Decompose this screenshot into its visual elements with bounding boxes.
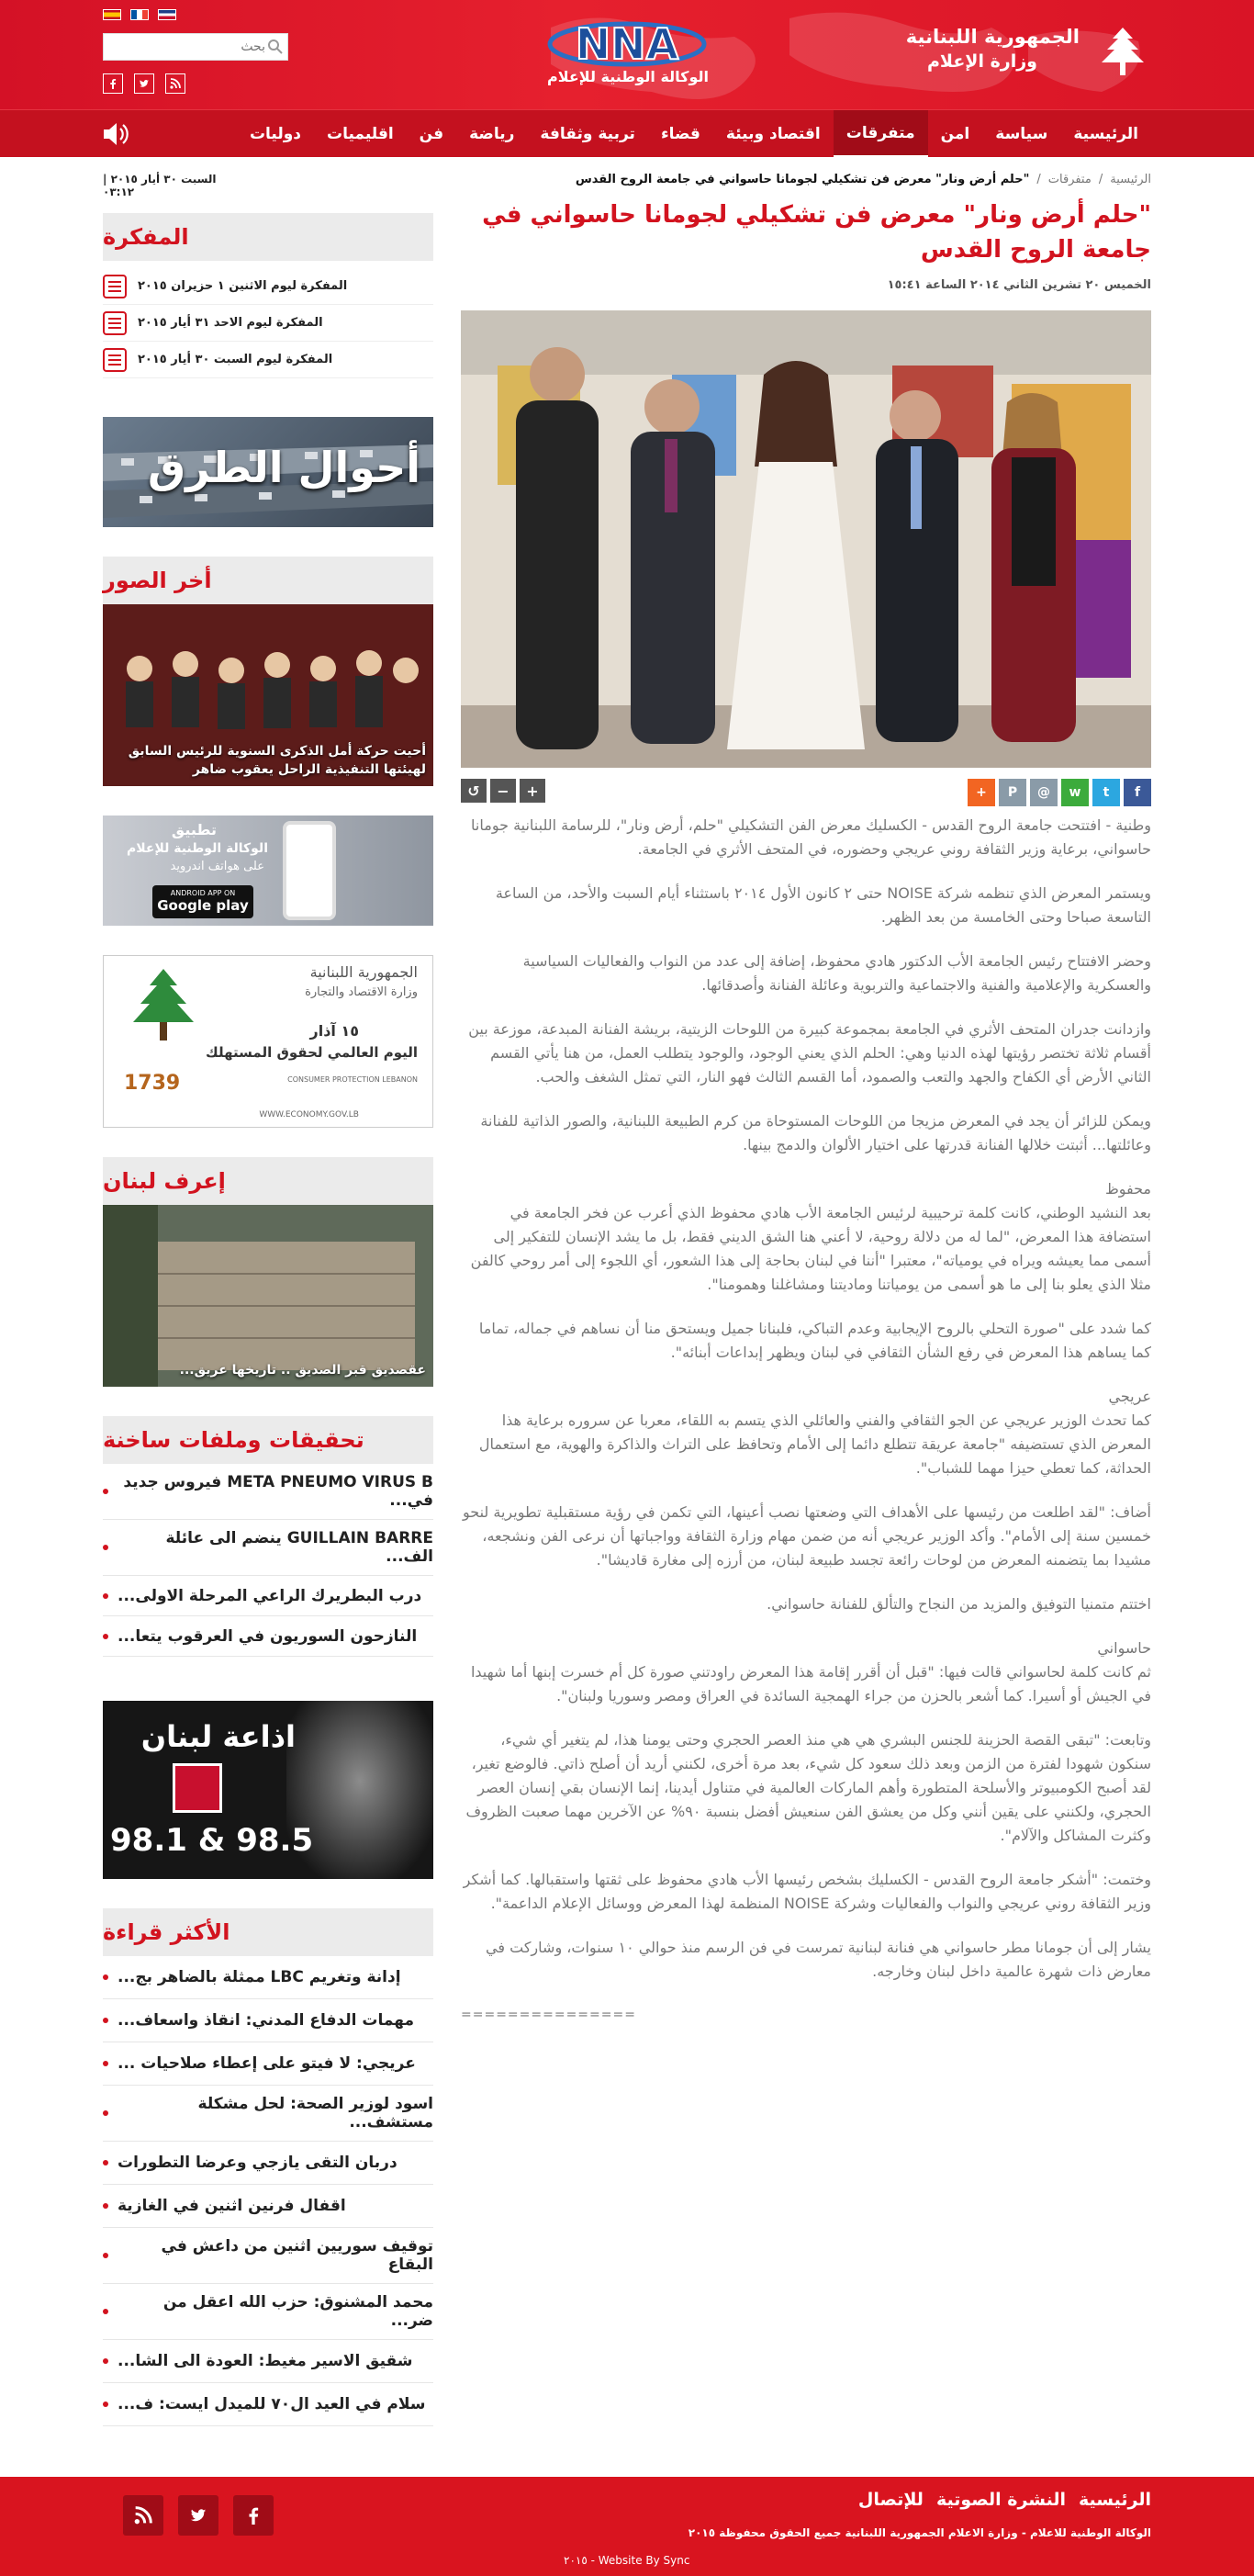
font-size-controls <box>461 779 545 803</box>
rss-icon[interactable] <box>165 73 185 94</box>
investigations-title: تحقيقات وملفات ساخنة <box>103 1416 433 1464</box>
most-read-item[interactable] <box>103 1999 433 2042</box>
article-tools <box>461 768 1151 808</box>
consumer-day-title: اليوم العالمي لحقوق المستهلك <box>206 1044 418 1061</box>
latest-photo[interactable] <box>103 604 433 786</box>
article-date: الخميس ٢٠ تشرين الثاني ٢٠١٤ الساعة ١٥:٤١ <box>887 278 1151 292</box>
investigation-item[interactable] <box>103 1520 433 1576</box>
nav-item-home[interactable]: الرئيسية <box>1073 125 1138 143</box>
app-banner-line2: الوكالة الوطنية للإعلام <box>126 841 268 856</box>
nav-item-international[interactable]: دوليات <box>249 125 302 143</box>
article-paragraph: يشار إلى أن جومانا مطر حاسواني هي فنانة لبنانية تمرست في فن الرسم منذ حوالي ١٠ سنوات، وشاركت في معارض ذات شهرة عالمية داخل لبنان وخارجه. <box>486 1939 1151 1980</box>
consumer-hotline: 1739 <box>124 1072 181 1095</box>
bullet-icon <box>103 1489 108 1494</box>
article-paragraph: أضاف: "لقد اطلعت من رئيسها على الأهداف التي وضعتها نصب أعينها، التي تكمن في رؤية مستقبلية تطويرية لنحو خمسين سنة إلى الأمام". وأكد الوزير عريجي أنه من ضمن مهام وزارة الثقافة وواجباتها أن نرعى الفن ونشجعه، مشيدا بما يتضمنه المعرض من لوحات رائعة تجسد طبيعة لبنان، من أرزه إلى مغارة قاديشا". <box>463 1503 1151 1569</box>
bullet-icon <box>103 2061 108 2066</box>
nav-item-regional[interactable]: اقليميات <box>327 125 394 143</box>
calendar-icon <box>103 348 127 372</box>
article-paragraph: وازدانت جدران المتحف الأثري في الجامعة بمجموعة كبيرة من اللوحات الزيتية، بريشة الفنانة المبدعة، موزعة بين أقسام ثلاثة تختصر رؤيتها لهذه الدنيا وهي: الحلم الذي يعني الوجود، والوجود يتطلب العمل، من هنا يأتي القسم الثاني الأرض أي الكفاح والجهد والتعب والصمود، أما القسم الثالث فهو النار، التي تمثل الشغف والحب. <box>468 1020 1151 1086</box>
cedar-emblem-icon <box>1094 24 1151 81</box>
most-read-item-label: محمد المشنوق: حزب الله اعقل من ضر... <box>162 2293 433 2330</box>
most-read-item[interactable] <box>103 2340 433 2383</box>
logo-text: NNA <box>575 19 679 69</box>
bullet-icon <box>103 2309 108 2314</box>
facebook-share-icon[interactable]: f <box>1124 779 1151 806</box>
investigation-item[interactable] <box>103 1464 433 1520</box>
search-box <box>103 33 288 61</box>
agenda-item-label: المفكرة ليوم السبت ٣٠ أيار ٢٠١٥ <box>138 353 333 366</box>
sidebar <box>103 213 433 2426</box>
agenda-item-label: المفكرة ليوم الاثنين ١ حزيران ٢٠١٥ <box>138 279 348 293</box>
email-share-icon[interactable]: @ <box>1030 779 1058 806</box>
font-decrease-button[interactable]: − <box>490 779 516 803</box>
investigation-item[interactable] <box>103 1616 433 1657</box>
most-read-item[interactable] <box>103 2185 433 2228</box>
bullet-icon <box>103 1634 108 1639</box>
article-paragraph: محفوظ بعد النشيد الوطني، كانت كلمة ترحيبية لرئيس الجامعة الأب هادي محفوظ الذي أعرب عن فخر الجامعة في استضافة هذا المعرض، "لما له من دلالة روحية، لا أعني هنا الشق الديني فقط، بل ما يشد الإنسان للتفكير إلى أسمى مما يعيشه ويراه في يومياته"، معتبرا "أننا في لبنان بحاجة إلى هذا الشعور، أي اللجوء إلى أمر روحي كالفن مثلا الذي يعلو بنا إلى ما هو أسمى من يومياتنا وماديتنا ومشاغلنا وهمومنا". <box>470 1180 1151 1293</box>
breadcrumb-home[interactable]: الرئيسية <box>1110 173 1151 186</box>
app-banner-line1: تطبيق <box>171 821 217 838</box>
french-flag-icon[interactable] <box>130 9 149 20</box>
bullet-icon <box>103 2402 108 2407</box>
more-share-icon[interactable]: + <box>968 779 995 806</box>
agenda-box <box>103 213 433 378</box>
article-paragraph: ويمكن للزائر أن يجد في المعرض مزيجا من اللوحات المستوحاة من كرم الطبيعة اللبنانية، والصور الذاتية للفنانة وعائلتها... أثبتت خلالها الفنانة قدرتها على اختيار الألوان والدمج بينها. <box>480 1112 1151 1153</box>
article-paragraph: وتابعت: "تبقى القصة الحزينة للجنس البشري هي هي منذ العصر الحجري وحتى يومنا هذا، لم يتغير أي شيء، سنكون شهودا لفترة من الزمن وبعد ذلك سعود كل شيء، بعد مرة أخرى، لكنني أريد أن أصلح ذاتي. فالوضع تغير، لقد أصبح الكومبيوتر والأسلحة المتطورة وأهم الماركات العالمية في متناول أيدينا، إنما الإنسان بقي إنسان العصر الحجري، ولكنني على يقين أنني وكل من يعشق الفن سنعيش أفضل بنسبة ٩٠% عن الآخرين مهما صعبت الظروف وكثرت المشاكل والآلام". <box>465 1731 1151 1844</box>
article <box>461 197 1151 2022</box>
traffic-banner-label: أحوال الطرق <box>147 443 420 492</box>
economy-republic: الجمهورية اللبنانية <box>309 963 418 981</box>
investigation-item-label: GUILLAIN BARRE ينضم الى عائلة الف... <box>165 1529 433 1566</box>
calendar-icon <box>103 275 127 298</box>
bullet-icon <box>103 1545 108 1550</box>
bullet-icon <box>103 2253 108 2258</box>
bullet-icon <box>103 2018 108 2023</box>
agency-name: الوكالة الوطنية للإعلام <box>546 68 709 85</box>
exhibition-photo <box>461 310 1151 768</box>
google-play-big: Google play <box>157 897 249 914</box>
investigation-item-label: META PNEUMO VIRUS B فيروس جديد في... <box>123 1473 433 1510</box>
know-lebanon-box <box>103 1157 433 1387</box>
radio-logo-icon <box>173 1763 222 1813</box>
bullet-icon <box>103 2203 108 2209</box>
breadcrumb-current: "حلم أرض ونار" معرض فن تشكيلي لجومانا حاسواني في جامعة الروح القدس <box>575 173 1030 186</box>
bullet-icon <box>103 1593 108 1599</box>
most-read-box <box>103 1908 433 2426</box>
breadcrumb-section[interactable]: متفرقات <box>1047 173 1092 186</box>
article-paragraph: وختمت: "أشكر جامعة الروح القدس - الكسليك بشخص رئيسها الأب هادي محفوظ على ثقتها واستقبالها. كما أشكر وزير الثقافة روني عريجي والنواب والفعاليات وشركة NOISE المنظمة لهذا المعرض ووسائل الإعلام الداعمة". <box>463 1871 1151 1912</box>
agenda-title: المفكرة <box>103 213 433 261</box>
breadcrumb-separator: / <box>1036 173 1041 186</box>
agenda-item[interactable] <box>103 305 433 342</box>
main-navigation <box>0 109 1254 157</box>
consumer-day-date: ١٥ آذار <box>309 1022 359 1040</box>
republic-label: الجمهورية اللبنانية <box>905 26 1080 48</box>
site-header <box>0 0 1254 109</box>
most-read-item-label: شقيق الاسير مغيط: العودة الى الشا... <box>118 2352 413 2370</box>
economy-ministry: وزارة الاقتصاد والتجارة <box>305 985 418 999</box>
article-photo <box>461 310 1151 768</box>
most-read-item[interactable] <box>103 2086 433 2142</box>
nav-item-art[interactable]: فن <box>419 125 444 143</box>
radio-lebanon-banner[interactable] <box>103 1701 433 1879</box>
article-separator: =============== <box>461 2008 636 2022</box>
developer-credit[interactable]: Website By Sync - ٢٠١٥ <box>564 2554 690 2567</box>
twitter-icon[interactable] <box>134 73 154 94</box>
most-read-item-label: مهمات الدفاع المدني: انقاذ واسعاف... <box>118 2011 415 2030</box>
app-banner-line3: على هواتف اندرويد <box>170 860 264 873</box>
most-read-item[interactable] <box>103 2228 433 2284</box>
article-paragraph: عريجي كما تحدث الوزير عريجي عن الجو الثقافي والفني والعائلي الذي يتسم به اللقاء، معربا عن سروره برعاية هذا المعرض الذي تستضيفه "جامعة عريقة تتطلع دائما إلى الأمام وتحافظ على التراث والذاكرة والهوية، مع استعمال الحداثة، كما تعطي حيزا مهما للشباب". <box>478 1388 1151 1477</box>
latest-photo-caption: أحيت حركة أمل الذكرى السنوية للرئيس السابق لهيئتها التنفيذية الراحل يعقوب ضاهر <box>128 744 426 777</box>
calendar-icon <box>103 311 127 335</box>
copyright-text: الوكالة الوطنية للاعلام - وزارة الاعلام الجمهورية اللبنانية جميع الحقوق محفوظة ٢٠١٥ <box>688 2526 1151 2539</box>
font-increase-button[interactable]: + <box>520 779 545 803</box>
bullet-icon <box>103 1974 108 1980</box>
agenda-item[interactable] <box>103 342 433 378</box>
spanish-flag-icon[interactable] <box>103 9 121 20</box>
audio-bulletin-icon[interactable] <box>99 119 130 149</box>
search-input[interactable] <box>109 34 265 60</box>
article-paragraph: ويستمر المعرض الذي تنظمه شركة NOISE حتى ٢ كانون الأول ٢٠١٤ باستثناء أيام السبت والأحد، من الساعة التاسعة صباحا وحتى الخامسة من بعد الظهر. <box>495 884 1151 926</box>
current-date: السبت ٣٠ أيار ٢٠١٥ | ٠٣:١٢ <box>103 173 217 198</box>
nav-item-economy[interactable]: اقتصاد وبيئة <box>725 125 821 143</box>
bullet-icon <box>103 2110 108 2116</box>
font-reset-button[interactable]: ↺ <box>461 779 487 803</box>
article-paragraph: وحضر الافتتاح رئيس الجامعة الأب الدكتور هادي محفوظ، إضافة إلى عدد من النواب والفعاليات السياسية والعسكرية والإعلامية والفنية والاجتماعية والتربوية وعائلة الفنانة وأصدقائها. <box>522 952 1151 994</box>
latest-photos-box <box>103 557 433 786</box>
footer-links <box>858 2490 1151 2510</box>
breadcrumb-separator: / <box>1098 173 1103 186</box>
article-body <box>461 814 1151 1984</box>
nav-item-sports[interactable]: رياضة <box>469 125 515 143</box>
article-paragraph: كما شدد على "صورة التحلي بالروح الإيجابية وعدم التباكي، فلبنانا جميل ويستحق منا أن نساهم في جماله، تماما كما يساهم هذا المعرض في رفع الشأن الثقافي في لبنان ويظهر إبداعات أبنائه". <box>478 1320 1151 1361</box>
investigation-item-label: درب البطريرك الراعي المرحلة الاولى... <box>118 1586 422 1605</box>
rss-icon[interactable] <box>123 2495 163 2536</box>
ruins-image <box>103 1205 433 1387</box>
most-read-item-label: عريجي: لا فيتو على إعطاء صلاحيات ... <box>118 2054 416 2073</box>
know-lebanon-title: إعرف لبنان <box>103 1157 433 1205</box>
agenda-item-label: المفكرة ليوم الاحد ٣١ أيار ٢٠١٥ <box>138 316 323 330</box>
investigations-box <box>103 1416 433 1657</box>
most-read-item-label: دربان التقى يازجي وعرضا التطورات <box>118 2154 397 2172</box>
most-read-item-label: اسود لوزير الصحة: لحل مشكلة مستشف... <box>197 2095 433 2132</box>
nna-logo[interactable] <box>540 17 714 70</box>
most-read-item[interactable] <box>103 2284 433 2340</box>
economy-website: WWW.ECONOMY.GOV.LB <box>259 1110 359 1119</box>
nav-item-security[interactable]: امن <box>940 125 970 143</box>
site-footer <box>0 2477 1254 2576</box>
language-switcher <box>103 9 176 20</box>
bullet-icon <box>103 2160 108 2165</box>
article-paragraph: حاسواني ثم كانت كلمة لحاسواني قالت فيها: "قبل أن أقرر إقامة هذا المعرض راودتني صورة كل أم خسرت إبنها أما شهيدا في الجيش أو أسيرا. كما أشعر بالحزن من جراء الهمجية السائدة في العراق ومصر وسوريا ولبنان". <box>470 1639 1151 1704</box>
most-read-item[interactable] <box>103 2142 433 2185</box>
latest-photos-title: أخر الصور <box>103 557 433 604</box>
traffic-banner[interactable] <box>103 417 433 527</box>
ministry-label: وزارة الإعلام <box>926 51 1037 72</box>
article-paragraph: وطنية - افتتحت جامعة الروح القدس - الكسليك معرض الفن التشكيلي "حلم، أرض ونار"، للرسامة اللبنانية جومانا حاسواني، برعاية وزير الثقافة روني عريجي وحضوره، في المتحف الأثري في الجامعة. <box>471 816 1151 858</box>
google-play-small: ANDROID APP ON <box>170 889 236 897</box>
nav-item-justice[interactable]: قضاء <box>660 125 700 143</box>
most-read-item-label: إدانة وتغريم LBC ممثلة بالضاهر بج... <box>118 1968 401 1986</box>
know-lebanon-caption: عقصديق قبر الصديق .. تاريخها عريق... <box>179 1363 426 1378</box>
phone-image <box>283 821 336 920</box>
nav-item-education[interactable]: تربية وثقافة <box>540 125 635 143</box>
nav-item-politics[interactable]: سياسة <box>995 125 1048 143</box>
know-lebanon-photo[interactable] <box>103 1205 433 1387</box>
breadcrumb <box>576 173 1151 186</box>
header-social-links <box>103 73 185 94</box>
twitter-icon[interactable] <box>178 2495 218 2536</box>
whatsapp-share-icon[interactable]: w <box>1061 779 1089 806</box>
share-buttons <box>968 779 1151 806</box>
consumer-protection-note: CONSUMER PROTECTION LEBANON <box>287 1075 418 1084</box>
facebook-icon[interactable] <box>103 73 123 94</box>
footer-link-contact[interactable]: للإتصال <box>857 2490 924 2510</box>
investigation-item-label: النازحون السوريون في العرقوب يتعا... <box>118 1626 418 1646</box>
investigation-item[interactable] <box>103 1576 433 1616</box>
android-app-banner[interactable] <box>103 816 433 926</box>
nav-item-miscellaneous[interactable]: متفرقات <box>834 110 928 158</box>
footer-link-home[interactable]: الرئيسية <box>1079 2490 1151 2510</box>
most-read-item[interactable] <box>103 2042 433 2086</box>
twitter-share-icon[interactable]: t <box>1092 779 1120 806</box>
agenda-item[interactable] <box>103 268 433 305</box>
article-title: "حلم أرض ونار" معرض فن تشكيلي لجومانا حاسواني في جامعة الروح القدس <box>482 201 1151 264</box>
radio-title: اذاعة لبنان <box>140 1719 296 1754</box>
consumer-rights-banner[interactable] <box>103 955 433 1128</box>
bullet-icon <box>103 2358 108 2364</box>
most-read-title: الأكثر قراءة <box>103 1908 433 1956</box>
article-paragraph: اختتم متمنيا التوفيق والمزيد من النجاح والتألق للفنانة حاسواني. <box>767 1595 1151 1613</box>
footer-social-links <box>123 2495 274 2536</box>
most-read-item-label: توقيف سوريين اثنين من داعش في البقاع <box>161 2237 433 2274</box>
most-read-item[interactable] <box>103 2383 433 2426</box>
google-play-badge[interactable] <box>152 885 253 918</box>
english-flag-icon[interactable] <box>158 9 176 20</box>
footer-link-audio-bulletin[interactable]: النشرة الصوتية <box>935 2490 1067 2510</box>
most-read-item-label: سلام في العيد ال٧٠ للميدل ايست: ف... <box>118 2395 426 2413</box>
most-read-item-label: اقفال فرنين اثنين في الغازية <box>118 2197 346 2215</box>
facebook-icon[interactable] <box>233 2495 274 2536</box>
cedar-icon <box>122 965 205 1057</box>
print-icon[interactable]: P <box>999 779 1026 806</box>
most-read-item[interactable] <box>103 1956 433 1999</box>
search-icon[interactable] <box>267 39 284 55</box>
radio-frequencies: 98.1 & 98.5 <box>110 1822 314 1859</box>
